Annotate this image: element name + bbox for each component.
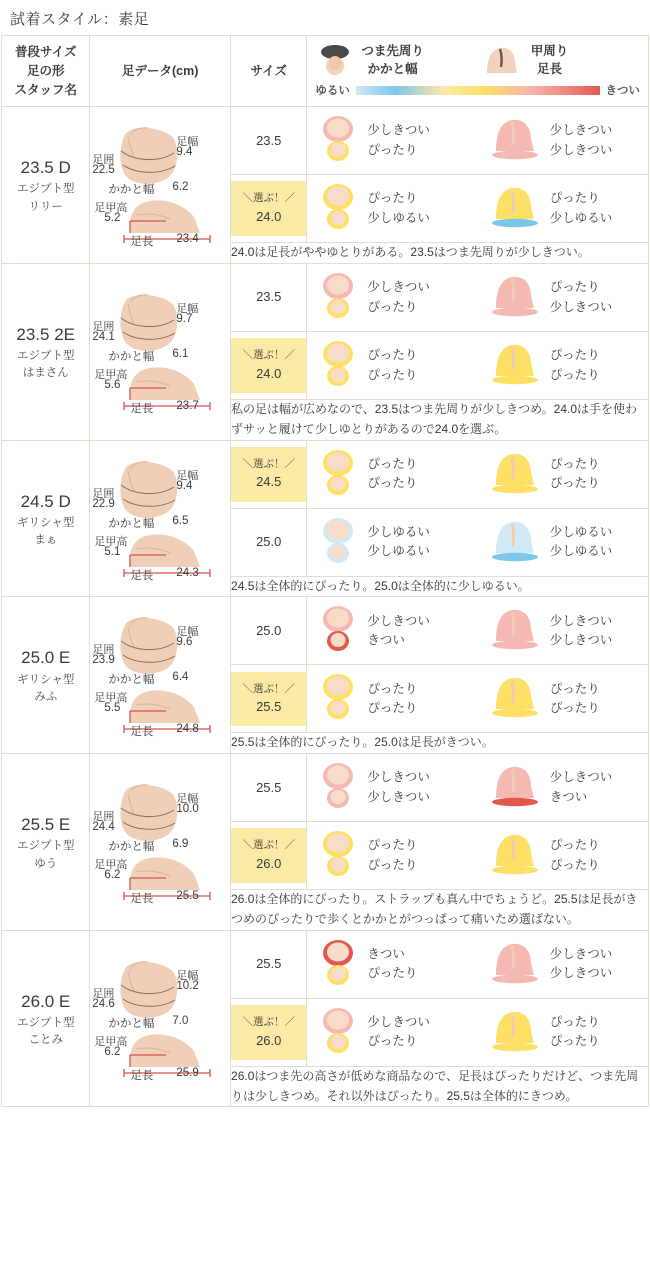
fit-rating-cell: [307, 508, 649, 576]
toe-fit-label: 少しきつい: [367, 280, 430, 295]
length-fit-label: ぴったり: [549, 367, 600, 382]
heel-width-label: かかと幅: [108, 517, 155, 530]
heel-width-label: かかと幅: [108, 1017, 155, 1030]
foot-width-value: 9.6: [176, 636, 193, 649]
foot-circumference-value: 23.9: [92, 654, 115, 667]
foot-length-value: 25.9: [176, 1066, 199, 1079]
instep-height-label: 足甲高: [94, 202, 128, 215]
instep-length-fit-icon: [486, 447, 544, 502]
toe-fit-label: ぴったり: [367, 348, 418, 363]
heel-fit-label: ぴったり: [367, 142, 418, 157]
foot-data-cell: [90, 264, 231, 441]
length-fit-label: 少しきつい: [549, 299, 613, 314]
legend-scale-right: きつい: [605, 85, 640, 98]
legend-scale-left: ゆるい: [315, 85, 350, 98]
toe-heel-fit-group: [307, 175, 477, 242]
toe-fit-label: ぴったり: [367, 838, 418, 853]
size-option-cell[interactable]: [231, 264, 307, 332]
foot-shape-value: エジプト型: [16, 840, 75, 853]
toe-heel-fit-group: [307, 931, 477, 998]
instep-height-value: 5.6: [104, 378, 121, 391]
instep-length-fit-group: [478, 999, 648, 1066]
heel-width-label: かかと幅: [108, 184, 155, 197]
toe-heel-fit-icon: [315, 338, 361, 393]
foot-data-diagram: [90, 955, 230, 1083]
size-option-cell[interactable]: [231, 332, 307, 400]
instep-length-fit-group: [478, 107, 648, 174]
heel-fit-label: 少しゆるい: [367, 544, 430, 559]
length-fit-label: 少しきつい: [549, 966, 613, 981]
instep-length-fit-group: [478, 822, 648, 889]
usual-size-cell: [2, 930, 90, 1107]
toe-heel-fit-group: [307, 509, 477, 576]
foot-width-value: 10.0: [176, 803, 199, 816]
instep-length-fit-group: [478, 175, 648, 242]
size-option-cell[interactable]: [231, 930, 307, 998]
header-line-3: スタッフ名: [14, 82, 77, 97]
size-option[interactable]: [231, 828, 306, 883]
foot-data-cell: [90, 440, 231, 597]
usual-size-value: 23.5 D: [20, 158, 71, 178]
size-option[interactable]: [231, 672, 306, 727]
heel-width-label: かかと幅: [108, 674, 155, 687]
table-row: [2, 754, 649, 822]
table-row: [2, 930, 649, 998]
toe-heel-fit-group: [307, 754, 477, 821]
toe-heel-fit-icon: [315, 760, 361, 815]
foot-circumference-label: 足囲: [92, 487, 115, 500]
instep-height-label: 足甲高: [94, 1035, 128, 1048]
usual-size-value: 26.0 E: [21, 991, 71, 1011]
header-legend: [307, 36, 649, 107]
length-fit-label: きつい: [549, 789, 588, 804]
toe-fit-label: 少しきつい: [367, 613, 430, 628]
heel-width-label: かかと幅: [108, 841, 155, 854]
foot-circumference-value: 24.1: [92, 330, 115, 343]
size-option-cell[interactable]: [231, 440, 307, 508]
staff-comment: 26.0はつま先の高さが低めな商品なので、足長はぴったりだけど、つま先周りは少しきつめ。それ以外はぴったり。25.5は全体的にきつめ。: [231, 1066, 649, 1107]
foot-shape-value: ギリシャ型: [17, 673, 75, 686]
instep-length-fit-icon: [486, 760, 544, 815]
toe-heel-fit-icon: [315, 671, 361, 726]
foot-data-diagram: [90, 455, 230, 583]
size-option-number: 25.5: [256, 699, 282, 715]
table-header-row: [2, 36, 649, 107]
size-option-number: 23.5: [256, 132, 282, 148]
staff-comment: 26.0は全体的にぴったり。ストラップも真ん中でちょうど。25.5は足長がきつめのぴったりで歩くとかかとがつっぱって痛いため選ばない。: [231, 890, 649, 931]
fit-rating-cell: [307, 264, 649, 332]
foot-length-label: 足長: [130, 569, 154, 582]
staff-name-value: リリー: [28, 200, 63, 213]
fit-rating-cell: [307, 597, 649, 665]
size-option-number: 23.5: [256, 289, 282, 305]
size-option-number: 25.0: [256, 622, 282, 638]
instep-length-fit-group: [478, 332, 648, 399]
staff-name-value: みふ: [34, 690, 58, 703]
fit-rating-cell: [307, 332, 649, 400]
toe-heel-fit-icon: [315, 937, 361, 992]
staff-comment: 24.0は足長がややゆとりがある。23.5はつま先周りが少しきつい。: [231, 243, 649, 264]
instep-height-value: 5.5: [104, 702, 121, 715]
instep-height-label: 足甲高: [94, 859, 128, 872]
foot-length-label: 足長: [130, 1069, 154, 1082]
usual-size-cell: [2, 264, 90, 441]
pick-badge: ＼選ぶ！／: [242, 349, 295, 362]
foot-shape-value: ギリシャ型: [17, 516, 75, 529]
size-option-cell[interactable]: [231, 107, 307, 175]
foot-width-value: 9.4: [176, 146, 193, 159]
size-option-number: 26.0: [256, 855, 282, 871]
instep-height-label: 足甲高: [94, 368, 128, 381]
fit-rating-cell: [307, 754, 649, 822]
heel-fit-label: ぴったり: [367, 1034, 418, 1049]
heel-width-value: 6.4: [172, 671, 189, 684]
fit-rating-cell: [307, 175, 649, 243]
usual-size-cell: [2, 107, 90, 264]
size-option-number: 24.0: [256, 209, 282, 224]
size-option[interactable]: [231, 122, 306, 160]
size-option[interactable]: [231, 447, 306, 502]
fit-rating-cell: [307, 440, 649, 508]
size-option[interactable]: [231, 181, 306, 236]
toe-fit-label: ぴったり: [367, 456, 418, 471]
fit-rating-cell: [307, 930, 649, 998]
instep-length-fit-icon: [486, 1005, 544, 1060]
heel-fit-label: ぴったり: [367, 299, 418, 314]
heel-width-value: 6.1: [172, 347, 189, 360]
foot-width-label: 足幅: [176, 469, 199, 482]
instep-height-value: 5.1: [104, 545, 121, 558]
table-row: [2, 264, 649, 332]
foot-data-cell: [90, 597, 231, 754]
instep-length-fit-icon: [486, 937, 544, 992]
foot-circumference-label: 足囲: [92, 154, 115, 167]
fit-rating-cell: [307, 107, 649, 175]
heel-fit-label: ぴったり: [367, 367, 418, 382]
foot-length-value: 23.7: [176, 399, 199, 412]
table-row: [2, 597, 649, 665]
pick-badge: ＼選ぶ！／: [242, 192, 295, 205]
size-option-cell[interactable]: [231, 175, 307, 243]
toe-fit-label: 少しゆるい: [367, 524, 430, 539]
foot-shape-value: エジプト型: [16, 350, 75, 363]
legend-length-label: 足長: [536, 62, 562, 77]
foot-data-diagram: [90, 121, 230, 249]
pick-badge: ＼選ぶ！／: [242, 1015, 295, 1028]
heel-fit-label: ぴったり: [367, 857, 418, 872]
usual-size-cell: [2, 597, 90, 754]
foot-width-label: 足幅: [176, 302, 199, 315]
instep-height-label: 足甲高: [94, 535, 128, 548]
fit-rating-cell: [307, 665, 649, 733]
staff-comment: 24.5は全体的にぴったり。25.0は全体的に少しゆるい。: [231, 576, 649, 597]
staff-comment: 25.5は全体的にぴったり。25.0は足長がきつい。: [231, 733, 649, 754]
foot-data-diagram: [90, 611, 230, 739]
instep-height-label: 足甲高: [94, 692, 128, 705]
toe-heel-fit-group: [307, 597, 477, 664]
foot-width-value: 9.4: [176, 479, 193, 492]
size-option-number: 24.0: [256, 365, 282, 381]
foot-circumference-value: 22.9: [92, 497, 115, 510]
legend-toe-label: つま先周り: [361, 44, 424, 58]
toe-heel-fit-group: [307, 999, 477, 1066]
size-option[interactable]: [231, 1005, 306, 1060]
length-fit-label: ぴったり: [549, 476, 600, 491]
heel-fit-label: ぴったり: [367, 700, 418, 715]
foot-data-cell: [90, 930, 231, 1107]
instep-length-fit-icon: [486, 181, 544, 236]
toe-heel-fit-group: [307, 665, 477, 732]
toe-fit-label: ぴったり: [367, 681, 418, 696]
instep-height-value: 6.2: [104, 869, 121, 882]
table-body: [2, 107, 649, 1107]
heel-width-label: かかと幅: [108, 350, 155, 363]
toe-fit-label: 少しきつい: [367, 123, 430, 138]
instep-fit-label: ぴったり: [549, 191, 600, 206]
usual-size-cell: [2, 440, 90, 597]
instep-length-fit-group: [478, 264, 648, 331]
foot-circumference-label: 足囲: [92, 811, 115, 824]
foot-width-value: 10.2: [176, 979, 199, 992]
foot-circumference-value: 22.5: [92, 164, 115, 177]
instep-length-fit-group: [478, 509, 648, 576]
instep-length-fit-group: [478, 754, 648, 821]
heel-fit-label: ぴったり: [367, 966, 418, 981]
heel-fit-label: 少しゆるい: [367, 210, 430, 225]
foot-length-value: 23.4: [176, 233, 199, 246]
foot-width-label: 足幅: [176, 626, 199, 639]
instep-fit-label: ぴったり: [549, 456, 600, 471]
header-size: サイズ: [231, 36, 307, 107]
toe-heel-fit-icon: [315, 181, 361, 236]
legend-heel-label: かかと幅: [367, 62, 418, 77]
length-fit-label: 少しゆるい: [549, 210, 613, 225]
foot-side-view-icon: [481, 43, 525, 77]
size-option[interactable]: [231, 612, 306, 650]
foot-data-diagram: [90, 288, 230, 416]
size-option-cell[interactable]: [231, 597, 307, 665]
toe-top-view-icon: [315, 43, 355, 77]
staff-name-value: はまさん: [22, 367, 69, 380]
fit-rating-cell: [307, 998, 649, 1066]
size-option[interactable]: [231, 769, 306, 807]
staff-name-value: ことみ: [28, 1034, 63, 1047]
header-line-2: 足の形: [26, 63, 65, 78]
staff-comment: 私の足は幅が広めなので、23.5はつま先周りが少しきつめ。24.0は手を使わずサッと履けて少しゆとりがあるので24.0を選ぶ。: [231, 400, 649, 441]
foot-length-value: 25.5: [176, 890, 199, 903]
length-fit-label: 少しゆるい: [549, 544, 613, 559]
toe-heel-fit-icon: [315, 270, 361, 325]
foot-circumference-label: 足囲: [92, 644, 115, 657]
toe-heel-fit-icon: [315, 447, 361, 502]
instep-fit-label: ぴったり: [549, 280, 600, 295]
instep-fit-label: ぴったり: [549, 838, 600, 853]
instep-fit-label: ぴったり: [549, 681, 600, 696]
foot-width-label: 足幅: [176, 793, 199, 806]
foot-length-label: 足長: [130, 402, 154, 415]
heel-fit-label: きつい: [367, 632, 405, 647]
toe-fit-label: 少しきつい: [367, 770, 430, 785]
table-row: [2, 440, 649, 508]
instep-length-fit-icon: [486, 515, 544, 570]
toe-heel-fit-group: [307, 264, 477, 331]
pick-badge: ＼選ぶ！／: [242, 839, 295, 852]
foot-length-label: 足長: [130, 726, 154, 739]
staff-name-value: ゆう: [34, 857, 58, 870]
heel-fit-label: 少しきつい: [367, 789, 430, 804]
heel-width-value: 7.0: [172, 1014, 189, 1027]
pick-badge: ＼選ぶ！／: [242, 457, 295, 470]
toe-heel-fit-icon: [315, 1005, 361, 1060]
length-fit-label: ぴったり: [549, 700, 600, 715]
foot-circumference-value: 24.6: [92, 997, 115, 1010]
usual-size-value: 25.0 E: [21, 648, 71, 668]
toe-heel-fit-icon: [315, 515, 361, 570]
usual-size-cell: [2, 754, 90, 931]
heel-fit-label: ぴったり: [367, 476, 418, 491]
header-foot-data: 足データ(cm): [90, 36, 231, 107]
instep-length-fit-icon: [486, 828, 544, 883]
fit-table: [1, 35, 649, 1107]
usual-size-value: 25.5 E: [21, 815, 71, 835]
size-option-cell[interactable]: [231, 998, 307, 1066]
toe-fit-label: ぴったり: [367, 191, 418, 206]
size-option-number: 25.5: [256, 779, 282, 795]
foot-length-label: 足長: [130, 236, 154, 249]
foot-width-label: 足幅: [176, 969, 199, 982]
size-option[interactable]: [231, 523, 306, 561]
foot-length-value: 24.3: [176, 566, 199, 579]
length-fit-label: ぴったり: [549, 1034, 600, 1049]
heel-width-value: 6.2: [172, 181, 189, 194]
instep-length-fit-icon: [486, 270, 544, 325]
usual-size-value: 24.5 D: [20, 491, 71, 511]
size-option[interactable]: [231, 945, 306, 983]
size-option[interactable]: [231, 338, 306, 393]
instep-length-fit-icon: [486, 603, 544, 658]
size-option-number: 24.5: [256, 474, 282, 490]
size-option[interactable]: [231, 278, 306, 316]
table-row: [2, 107, 649, 175]
foot-circumference-label: 足囲: [92, 320, 115, 333]
instep-length-fit-group: [478, 665, 648, 732]
instep-length-fit-group: [478, 931, 648, 998]
instep-length-fit-group: [478, 597, 648, 664]
foot-data-diagram: [90, 778, 230, 906]
instep-length-fit-icon: [486, 113, 544, 168]
instep-fit-label: 少しきつい: [549, 946, 613, 961]
size-option-cell[interactable]: [231, 508, 307, 576]
fit-rating-cell: [307, 822, 649, 890]
toe-heel-fit-group: [307, 822, 477, 889]
staff-name-value: まぁ: [34, 534, 58, 547]
toe-heel-fit-group: [307, 332, 477, 399]
usual-size-value: 23.5 2E: [16, 325, 75, 344]
toe-heel-fit-icon: [315, 113, 361, 168]
foot-shape-value: エジプト型: [16, 1016, 75, 1029]
foot-circumference-value: 24.4: [92, 821, 115, 834]
legend-gradient-bar: [356, 86, 600, 95]
instep-fit-label: 少しゆるい: [549, 524, 613, 539]
size-option-cell[interactable]: [231, 754, 307, 822]
instep-height-value: 6.2: [104, 1045, 121, 1058]
instep-length-fit-group: [478, 441, 648, 508]
header-line-1: 普段サイズ: [14, 45, 77, 59]
instep-height-value: 5.2: [104, 212, 121, 225]
instep-fit-label: 少しきつい: [549, 613, 613, 628]
toe-fit-label: 少しきつい: [367, 1014, 430, 1029]
size-option-cell[interactable]: [231, 665, 307, 733]
foot-length-label: 足長: [130, 893, 154, 906]
instep-length-fit-icon: [486, 671, 544, 726]
legend-instep-label: 甲周り: [530, 44, 569, 58]
foot-data-cell: [90, 107, 231, 264]
heel-width-value: 6.5: [172, 514, 189, 527]
heel-width-value: 6.9: [172, 838, 189, 851]
instep-fit-label: 少しきつい: [549, 123, 613, 138]
foot-length-value: 24.8: [176, 723, 199, 736]
foot-width-label: 足幅: [176, 136, 199, 149]
toe-heel-fit-icon: [315, 603, 361, 658]
instep-length-fit-icon: [486, 338, 544, 393]
length-fit-label: 少しきつい: [549, 632, 613, 647]
foot-data-cell: [90, 754, 231, 931]
size-option-number: 26.0: [256, 1032, 282, 1048]
length-fit-label: ぴったり: [549, 857, 600, 872]
instep-fit-label: 少しきつい: [549, 770, 613, 785]
toe-heel-fit-group: [307, 441, 477, 508]
pick-badge: ＼選ぶ！／: [242, 682, 295, 695]
foot-width-value: 9.7: [176, 312, 193, 325]
instep-fit-label: ぴったり: [549, 348, 600, 363]
foot-circumference-label: 足囲: [92, 987, 115, 1000]
foot-shape-value: エジプト型: [16, 183, 75, 196]
instep-fit-label: ぴったり: [549, 1014, 600, 1029]
toe-heel-fit-group: [307, 107, 477, 174]
size-option-number: 25.5: [256, 956, 282, 972]
header-usual-size: [2, 36, 90, 107]
toe-fit-label: きつい: [367, 946, 405, 961]
size-option-number: 25.0: [256, 534, 282, 550]
page-title: 試着スタイル：素足: [10, 11, 150, 28]
toe-heel-fit-icon: [315, 828, 361, 883]
size-option-cell[interactable]: [231, 822, 307, 890]
length-fit-label: 少しきつい: [549, 142, 613, 157]
